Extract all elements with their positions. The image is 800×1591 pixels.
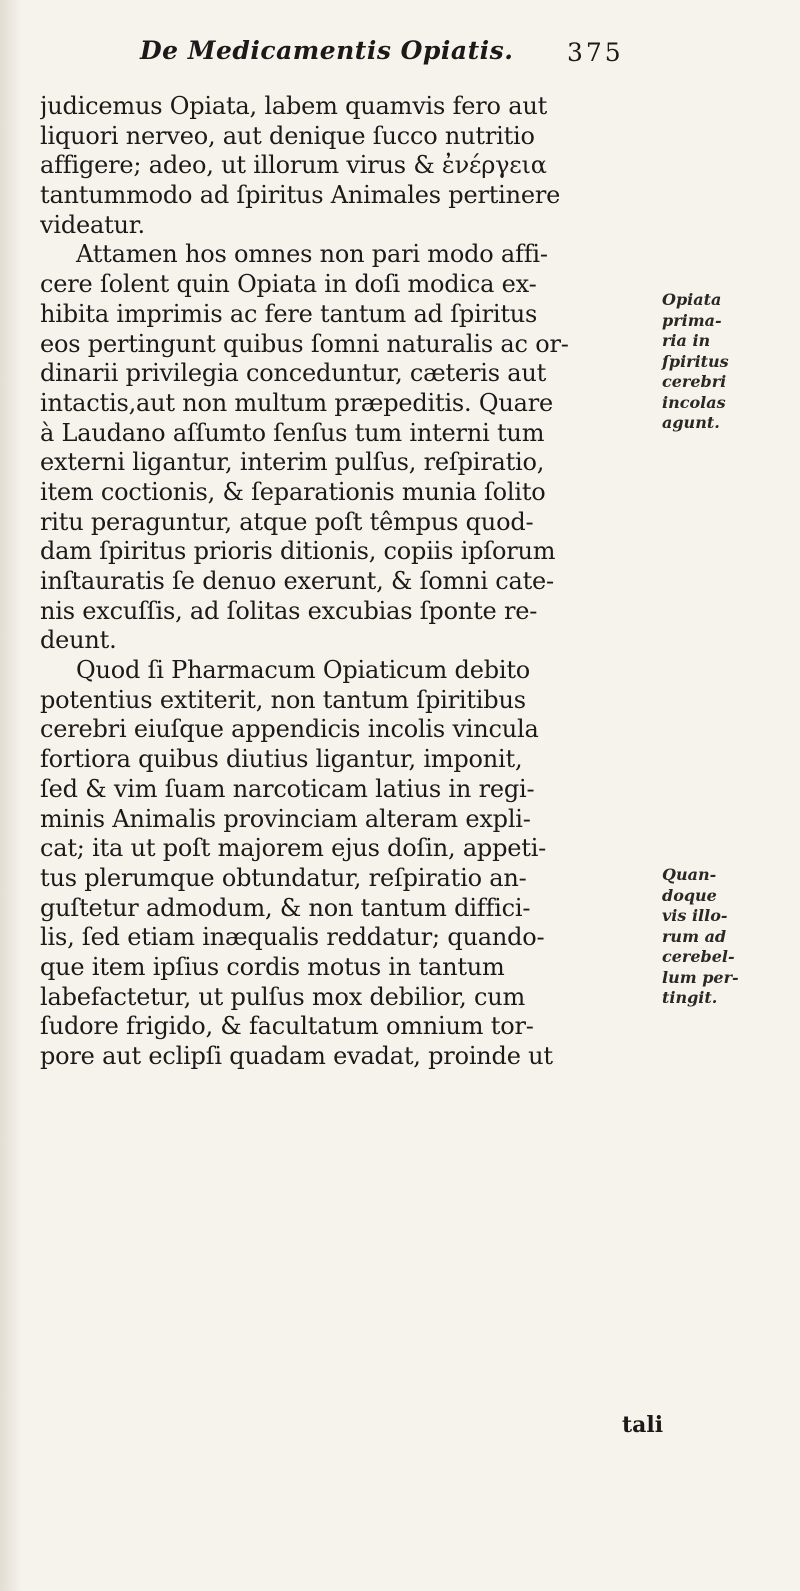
page-number: 375 xyxy=(567,38,624,67)
text-line: potentius extiterit, non tantum ſpiritibus xyxy=(40,685,526,714)
text-line: nis excuſſis, ad ſolitas excubias ſponte re- xyxy=(40,596,538,625)
text-line: cere ſolent quin Opiata in doſi modica ex- xyxy=(40,270,537,299)
margin-note-line: cerebri xyxy=(662,372,727,391)
text-line: lis, ſed etiam inæqualis reddatur; quando- xyxy=(40,923,545,952)
text-line: cerebri eiuſque appendicis incolis vincula xyxy=(40,715,539,744)
text-line: labefactetur, ut pulſus mox debilior, cum xyxy=(40,982,526,1011)
margin-note-line: rum ad xyxy=(662,926,727,946)
margin-note-line: cerebel- xyxy=(662,947,735,966)
margin-note-line: ſpiritus xyxy=(662,351,729,371)
margin-note-line: Quan- xyxy=(662,865,717,884)
text-line: ſudore frigido, & facultatum omnium tor- xyxy=(40,1012,534,1041)
margin-note-line: agunt. xyxy=(662,413,720,432)
text-line: externi ligantur, interim pulſus, reſpiratio, xyxy=(40,448,545,477)
margin-note-line: incolas xyxy=(662,392,726,412)
margin-note-line: vis illo- xyxy=(662,906,728,925)
text-line: dinarii privilegia conceduntur, cæteris aut xyxy=(40,359,547,388)
text-line: hibita imprimis ac fere tantum ad ſpiritus xyxy=(40,299,538,328)
main-text-block xyxy=(40,92,650,1072)
text-line: deunt. xyxy=(40,626,117,655)
margin-note-line: lum per- xyxy=(662,967,739,987)
text-line: fortiora quibus diutius ligantur, imponit, xyxy=(40,745,523,774)
text-line: videatur. xyxy=(40,210,145,239)
text-line: Attamen hos omnes non pari modo affi- xyxy=(76,240,548,269)
text-line: guſtetur admodum, & non tantum diffici- xyxy=(40,893,531,922)
margin-note-opiata xyxy=(662,290,796,434)
text-line: eos pertingunt quibus ſomni naturalis ac or- xyxy=(40,329,569,358)
text-line: tantummodo ad ſpiritus Animales pertinere xyxy=(40,181,561,210)
running-title: De Medicamentis Opiatis. xyxy=(140,36,514,65)
text-line: affigere; adeo, ut illorum virus & ἐνέργεια xyxy=(40,151,547,180)
text-line: ritu peraguntur, atque poſt têmpus quod- xyxy=(40,507,534,536)
margin-note-line: tingit. xyxy=(662,988,718,1007)
text-line: item coctionis, & ſeparationis munia ſolito xyxy=(40,477,546,506)
margin-note-quandoque xyxy=(662,865,796,1009)
text-line: liquori nerveo, aut denique ſucco nutritio xyxy=(40,121,535,150)
margin-note-line: Opiata xyxy=(662,290,722,309)
text-line: inſtauratis ſe denuo exerunt, & ſomni cate- xyxy=(40,567,554,595)
margin-note-line: ria in xyxy=(662,331,711,350)
text-line: Quod ſi Pharmacum Opiaticum debito xyxy=(76,656,531,685)
page-header xyxy=(0,36,800,80)
catchword: tali xyxy=(622,1412,664,1438)
text-line: dam ſpiritus prioris ditionis, copiis ipſorum xyxy=(40,537,556,566)
page-gutter-shadow xyxy=(0,0,22,1591)
text-line: intactis,aut non multum præpeditis. Quare xyxy=(40,388,554,417)
text-line: que item ipſius cordis motus in tantum xyxy=(40,952,505,981)
text-line: à Laudano aſſumto ſenſus tum interni tum xyxy=(40,418,545,447)
text-line: judicemus Opiata, labem quamvis fero aut xyxy=(40,92,548,120)
margin-note-line: prima- xyxy=(662,310,722,330)
margin-note-line: doque xyxy=(662,885,717,905)
text-line: ſed & vim ſuam narcoticam latius in regi- xyxy=(40,774,535,803)
text-line: tus plerumque obtundatur, reſpiratio an- xyxy=(40,863,527,892)
text-line: cat; ita ut poſt majorem ejus doſin, appeti- xyxy=(40,834,547,863)
text-line: pore aut eclipſi quadam evadat, proinde ut xyxy=(40,1042,553,1070)
text-line: minis Animalis provinciam alteram expli- xyxy=(40,804,531,833)
